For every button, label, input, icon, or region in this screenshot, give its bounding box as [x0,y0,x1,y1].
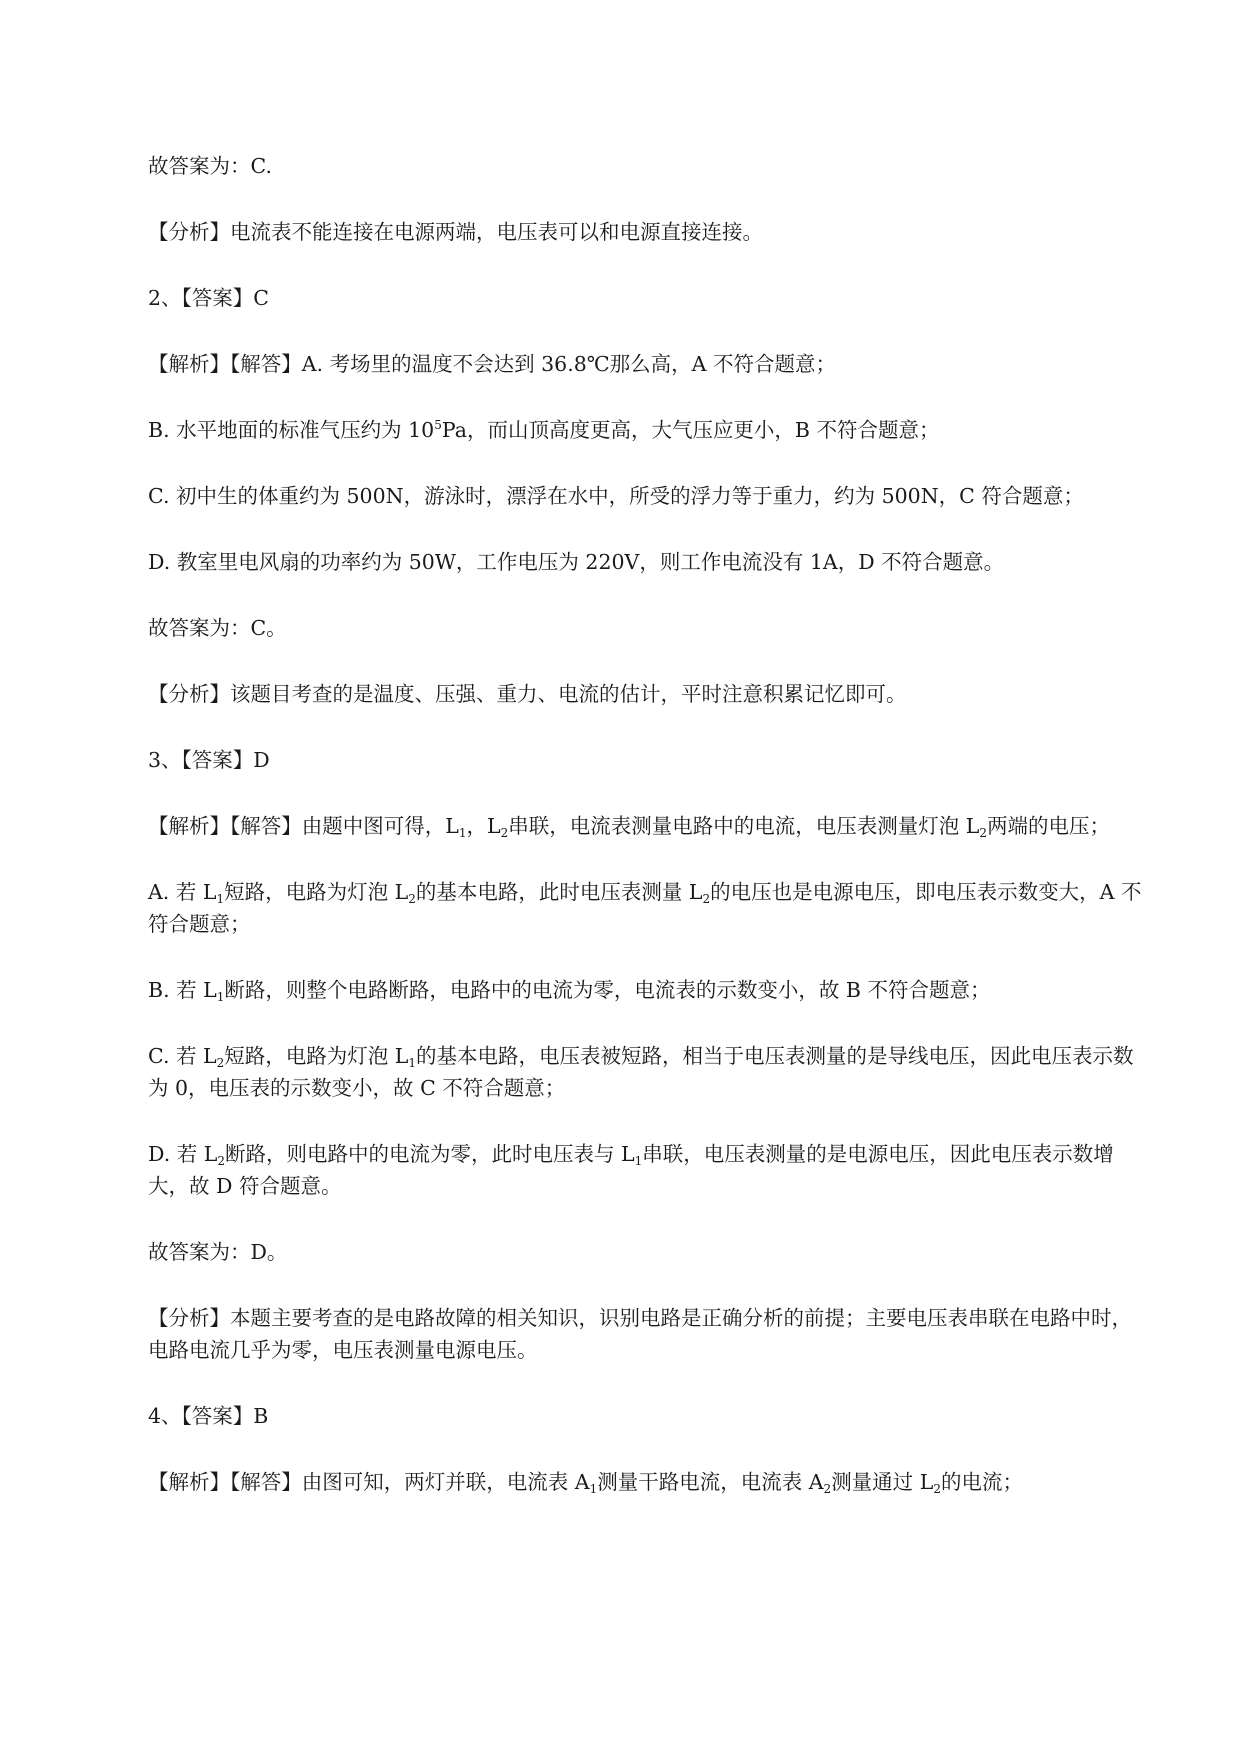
option-a-explanation: A. 若 $L_1$短路，电路为灯泡 $L_2$的基本电路，此时电压表测量 $L_2$的电压也是电源电压，即电压表示数变大，A 不符合题意； [148,880,1142,936]
answer-line: 故答案为：D。 [148,1240,288,1264]
solution-paragraph: 【解析】【解答】由题中图可得，$L_1$，$L_2$串联，电流表测量电路中的电流，电压表测量灯泡 $L_2$两端的电压； [148,814,1111,840]
option-d-explanation: D. 若 $L_2$断路，则电路中的电流为零，此时电压表与 $L_1$串联，电压表测量的是电源电压，因此电压表示数增大，故 D 符合题意。 [148,1142,1114,1198]
analysis-paragraph: 【分析】本题主要考查的是电路故障的相关知识，识别电路是正确分析的前提；主要电压表串联在电路中时，电路电流几乎为零，电压表测量电源电压。 [148,1306,1132,1362]
analysis-paragraph: 【分析】电流表不能连接在电源两端，电压表可以和电源直接连接。 [148,220,763,244]
option-c-explanation: C. 初中生的体重约为 500N，游泳时，漂浮在水中，所受的浮力等于重力，约为 500N，C 符合题意； [148,484,1084,508]
option-c-explanation: C. 若 $L_2$短路，电路为灯泡 $L_1$的基本电路，电压表被短路，相当于电压表测量的是导线电压，因此电压表示数为 0，电压表的示数变小，故 C 不符合题意； [148,1044,1134,1100]
question-3-answer: 3、【答案】D [148,748,270,772]
option-b-explanation: B. 水平地面的标准气压约为 $10^5Pa$，而山顶高度更高，大气压应更小，B 不符合题意； [148,418,940,442]
answer-line: 故答案为：C. [148,154,272,178]
option-d-explanation: D. 教室里电风扇的功率约为 50W，工作电压为 220V，则工作电流没有 1A，D 不符合题意。 [148,550,1005,574]
option-b-explanation: B. 若 $L_1$断路，则整个电路断路，电路中的电流为零，电流表的示数变小，故 B 不符合题意； [148,978,991,1004]
analysis-paragraph: 【分析】该题目考查的是温度、压强、重力、电流的估计，平时注意积累记忆即可。 [148,682,907,706]
question-4-answer: 4、【答案】B [148,1404,269,1428]
solution-paragraph: 【解析】【解答】由图可知，两灯并联，电流表 $A_1$测量干路电流，电流表 $A_2$测量通过 $L_2$的电流； [148,1470,1023,1496]
solution-paragraph: 【解析】【解答】A. 考场里的温度不会达到 36.8℃那么高，A 不符合题意； [148,352,836,376]
document-page [148,150,1148,1532]
answer-line: 故答案为：C。 [148,616,287,640]
question-2-answer: 2、【答案】C [148,286,269,310]
